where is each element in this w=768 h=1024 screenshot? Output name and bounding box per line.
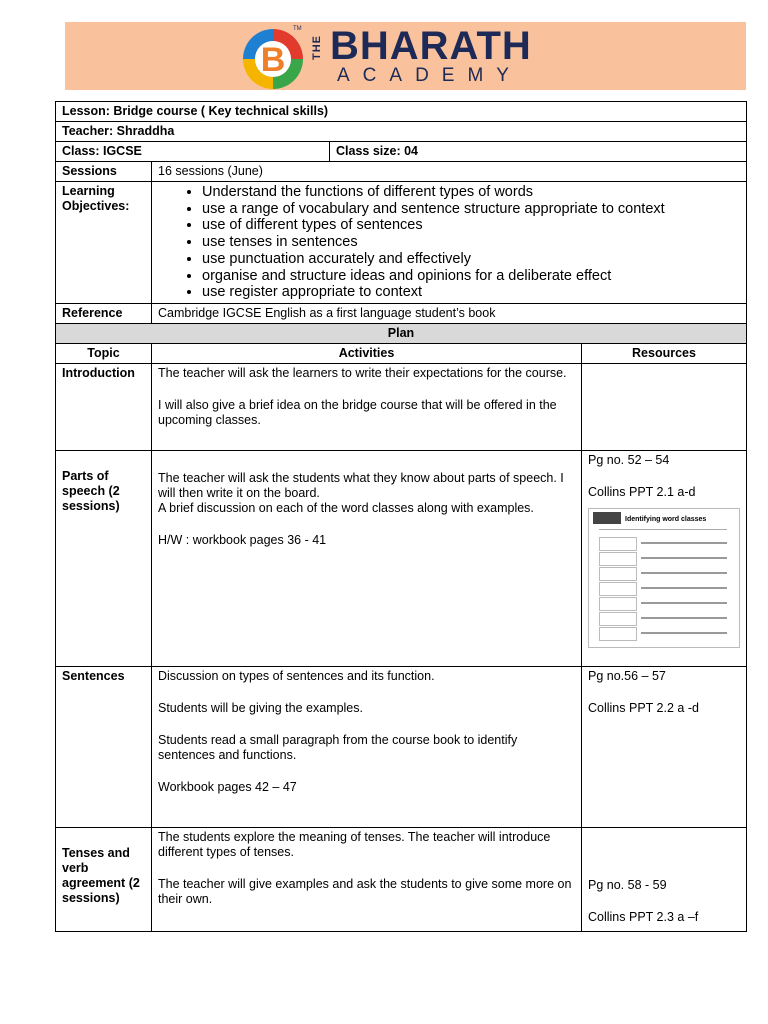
topic-text: Tenses and verb agreement (2 sessions) (62, 845, 140, 905)
resources-cell (582, 450, 747, 666)
table-row (56, 827, 747, 931)
activity-text: Discussion on types of sentences and its function. (158, 668, 435, 683)
column-header-resources: Resources (582, 343, 747, 363)
sessions-value: 16 sessions (June) (152, 162, 747, 182)
resources-cell (582, 666, 747, 827)
resources-cell (582, 363, 747, 450)
resource-text: Collins PPT 2.1 a-d (588, 484, 696, 499)
activities-cell (152, 450, 582, 666)
objectives-row (56, 182, 747, 304)
class-row (56, 142, 747, 162)
plan-heading-row (56, 323, 747, 343)
reference-row (56, 303, 747, 323)
activity-text: The teacher will ask the learners to write their expectations for the course. (158, 365, 567, 380)
topic-cell: Sentences (56, 666, 152, 827)
objective-item: • Understand the functions of different types of words (202, 184, 740, 201)
plan-heading: Plan (56, 323, 747, 343)
table-row (56, 363, 747, 450)
table-row (56, 666, 747, 827)
logo-name: BHARATH (330, 24, 532, 68)
resource-text: Pg no. 58 - 59 (588, 877, 667, 892)
topic-text: Parts of speech (2 sessions) (62, 468, 120, 513)
objective-item: • use of different types of sentences (202, 217, 740, 234)
objectives-label: Learning Objectives: (56, 182, 152, 304)
activity-text: Students read a small paragraph from the course book to identify sentences and functions. (158, 732, 518, 762)
sessions-row (56, 162, 747, 182)
lesson-plan-table (55, 101, 747, 932)
sessions-label: Sessions (56, 162, 152, 182)
objective-item: • use a range of vocabulary and sentence structure appropriate to context (202, 201, 740, 218)
activity-text: The teacher will give examples and ask the students to give some more on their own. (158, 876, 572, 906)
logo-trademark: TM (293, 26, 302, 32)
lesson-row (56, 102, 747, 122)
reference-label: Reference (56, 303, 152, 323)
resource-text: Collins PPT 2.3 a –f (588, 909, 699, 924)
objective-item: • organise and structure ideas and opinions for a deliberate effect (202, 268, 740, 285)
column-header-topic: Topic (56, 343, 152, 363)
objective-item: • use register appropriate to context (202, 284, 740, 301)
activities-cell (152, 666, 582, 827)
resource-text: Pg no. 52 – 54 (588, 452, 670, 467)
resource-text: Collins PPT 2.2 a -d (588, 700, 699, 715)
academy-logo-icon (241, 27, 305, 91)
logo-the: THE (311, 35, 323, 60)
topic-cell (56, 827, 152, 931)
objectives-cell (152, 182, 747, 304)
worksheet-title: Identifying word classes (625, 515, 707, 523)
lesson-title: Lesson: Bridge course ( Key technical skills) (56, 102, 747, 122)
reference-value: Cambridge IGCSE English as a first language student’s book (152, 303, 747, 323)
activity-text: Workbook pages 42 – 47 (158, 779, 297, 794)
objectives-list (158, 184, 740, 301)
activity-text: A brief discussion on each of the word classes along with examples. (158, 500, 534, 515)
topic-cell (56, 450, 152, 666)
worksheet-label (593, 512, 621, 524)
column-header-row (56, 343, 747, 363)
logo-subtitle: ACADEMY (337, 65, 522, 86)
activity-text: Students will be giving the examples. (158, 700, 363, 715)
activity-text: I will also give a brief idea on the bridge course that will be offered in the upcoming classes. (158, 397, 557, 427)
activity-text: H/W : workbook pages 36 - 41 (158, 532, 327, 547)
activity-text: The teacher will ask the students what they know about parts of speech. I will then write it on the board. (158, 470, 564, 500)
objective-item: • use tenses in sentences (202, 234, 740, 251)
topic-cell: Introduction (56, 363, 152, 450)
activities-cell (152, 363, 582, 450)
teacher-row (56, 122, 747, 142)
svg-text:B: B (260, 41, 286, 79)
column-header-activities: Activities (152, 343, 582, 363)
class-name: Class: IGCSE (56, 142, 330, 162)
activities-cell (152, 827, 582, 931)
resources-cell (582, 827, 747, 931)
resource-text: Pg no.56 – 57 (588, 668, 666, 683)
teacher-name: Teacher: Shraddha (56, 122, 747, 142)
table-row (56, 450, 747, 666)
header-banner (65, 22, 746, 90)
activity-text: The students explore the meaning of tenses. The teacher will introduce different types of tenses. (158, 829, 551, 859)
worksheet-thumbnail (588, 508, 740, 648)
class-size: Class size: 04 (330, 142, 747, 162)
objective-item: • use punctuation accurately and effectively (202, 251, 740, 268)
